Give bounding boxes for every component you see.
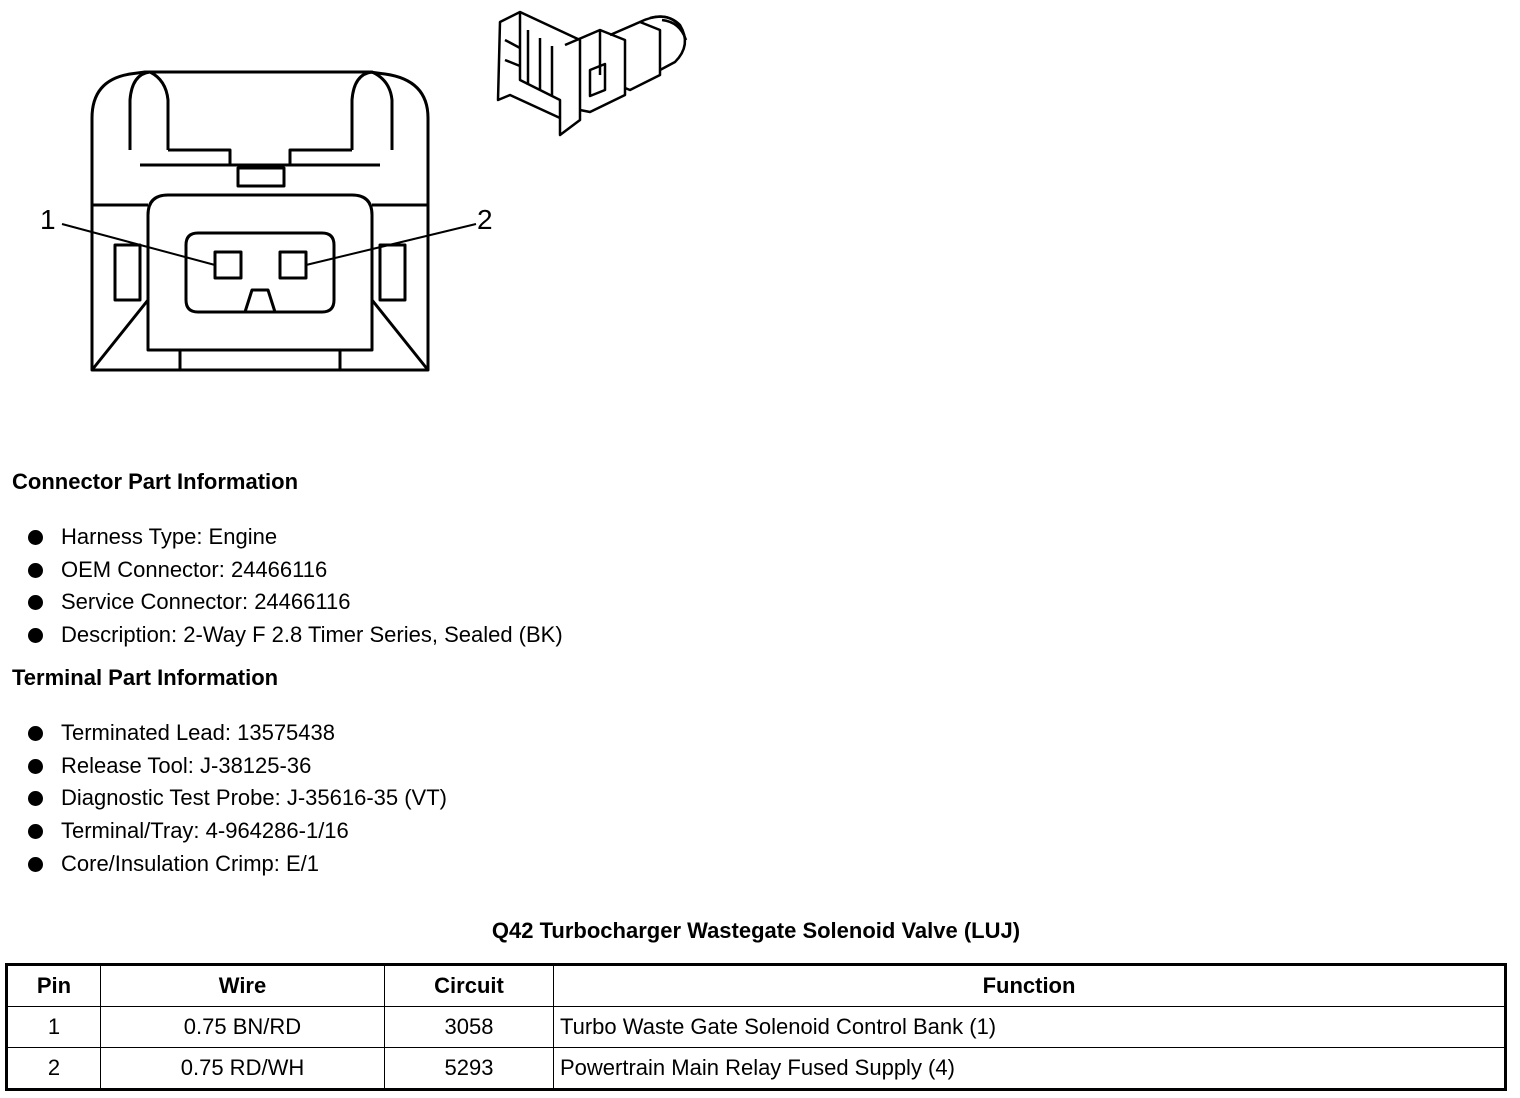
pin-2-leader — [306, 224, 476, 265]
bullet-icon — [28, 759, 43, 774]
cell-pin: 2 — [7, 1048, 101, 1090]
cell-wire: 0.75 BN/RD — [101, 1007, 385, 1048]
bullet-icon — [28, 726, 43, 741]
connector-info-heading: Connector Part Information — [12, 469, 299, 494]
table-row — [7, 1048, 1506, 1090]
bullet-icon — [28, 530, 43, 545]
connector-info-list — [28, 521, 563, 652]
list-item: Terminal/Tray: 4-964286-1/16 — [28, 815, 447, 848]
cell-wire: 0.75 RD/WH — [101, 1048, 385, 1090]
list-item: Core/Insulation Crimp: E/1 — [28, 848, 447, 881]
pinout-table — [5, 963, 1507, 1091]
bullet-icon — [28, 791, 43, 806]
header-function: Function — [554, 965, 1506, 1007]
cell-function: Powertrain Main Relay Fused Supply (4) — [554, 1048, 1506, 1090]
cell-circuit: 3058 — [385, 1007, 554, 1048]
header-pin: Pin — [7, 965, 101, 1007]
bullet-icon — [28, 628, 43, 643]
cell-pin: 1 — [7, 1007, 101, 1048]
terminal-info-heading: Terminal Part Information — [12, 665, 279, 690]
connector-isometric-illustration — [498, 12, 686, 135]
list-item: Release Tool: J-38125-36 — [28, 750, 447, 783]
bullet-icon — [28, 824, 43, 839]
terminal-info-list — [28, 717, 447, 880]
table-title: Q42 Turbocharger Wastegate Solenoid Valve (LUJ) — [491, 918, 1021, 943]
bullet-icon — [28, 595, 43, 610]
list-item: Terminated Lead: 13575438 — [28, 717, 447, 750]
table-header-row — [7, 965, 1506, 1007]
list-item: Service Connector: 24466116 — [28, 586, 563, 619]
cell-function: Turbo Waste Gate Solenoid Control Bank (1) — [554, 1007, 1506, 1048]
cell-circuit: 5293 — [385, 1048, 554, 1090]
header-wire: Wire — [101, 965, 385, 1007]
bullet-icon — [28, 857, 43, 872]
pin-1-cavity — [215, 252, 241, 278]
list-item: OEM Connector: 24466116 — [28, 554, 563, 587]
list-item: Diagnostic Test Probe: J-35616-35 (VT) — [28, 782, 447, 815]
pin-2-cavity — [280, 252, 306, 278]
bullet-icon — [28, 563, 43, 578]
header-circuit: Circuit — [385, 965, 554, 1007]
pin-1-label: 1 — [40, 204, 56, 235]
list-item: Harness Type: Engine — [28, 521, 563, 554]
table-row — [7, 1007, 1506, 1048]
list-item: Description: 2-Way F 2.8 Timer Series, Sealed (BK) — [28, 619, 563, 652]
pin-2-label: 2 — [477, 204, 493, 235]
connector-face-diagram — [0, 0, 720, 400]
